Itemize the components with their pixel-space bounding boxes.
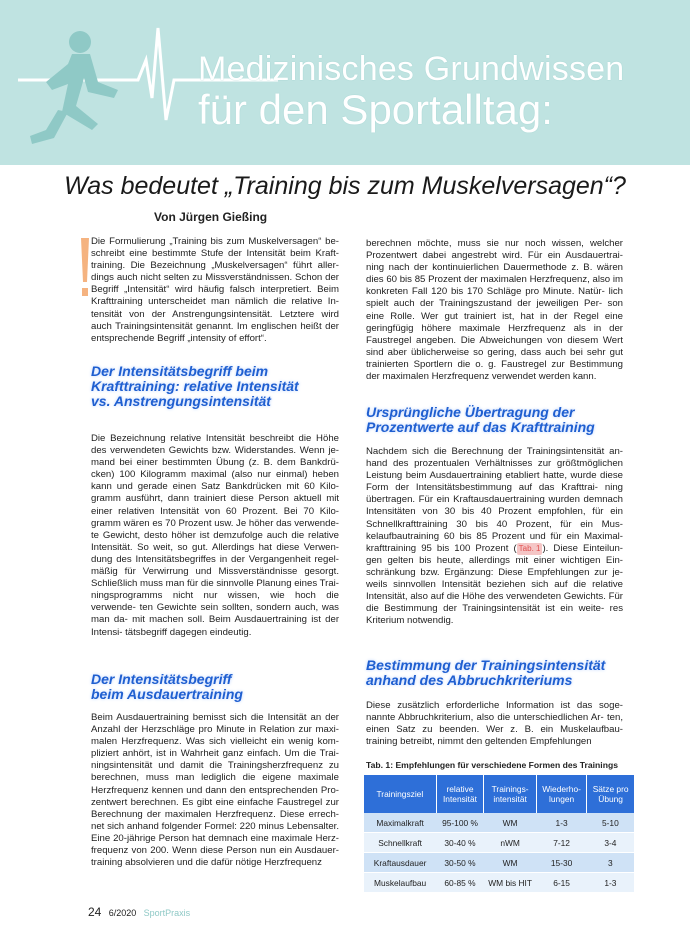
- heading-line: Der Intensitätsbegriff: [91, 671, 232, 687]
- text-line: mit machen soll. Beim Ausdauertraining ist der Intensi-: [91, 614, 340, 638]
- heading-line: Ursprüngliche Übertragung der: [366, 404, 575, 420]
- text-line: für ein Schnellkrafttraining 30 bis 40 Prozent, für ein Mus-: [366, 506, 624, 530]
- text-line: gen gelten bis heute, allerdings mit einer wichtigen Ein-: [366, 554, 623, 566]
- text-line: Krafttraining unterscheidet man nämlich die relative In-: [91, 296, 339, 308]
- text-line: ning nach der kontinuierlichen Dauermethode z. B. wären: [366, 262, 623, 274]
- text-line: weils sinnvollen Intensität beziehen sich auf die relative: [366, 579, 623, 591]
- table-header-cell: relative Intensität: [436, 775, 484, 813]
- table-caption: Tab. 1: Empfehlungen für verschiedene Formen des Trainings: [366, 760, 618, 770]
- table-cell: 3-4: [587, 833, 634, 853]
- text-line: training absolvieren und die dafür nötige Herzfrequenz: [91, 857, 322, 869]
- text-line: ning übertragen. Für ein Kraftausdauertraining wurden: [366, 482, 623, 506]
- text-line: Leistung beim Ausdauertraining etabliert hatte, wurde: [366, 470, 597, 482]
- text-line: im konkreten Fall 120 bis 170 Schläge pro Minute. Natür-: [366, 274, 624, 298]
- text-line: entsprechende Begriff „intensity of effort“.: [91, 332, 267, 344]
- table-cell: Schnellkraft: [364, 833, 436, 853]
- heading-line: Krafttraining: relative Intensität: [91, 378, 299, 394]
- heading-line: Prozentwerte auf das Krafttraining: [366, 419, 595, 435]
- table-header-cell: Sätze pro Übung: [587, 775, 634, 813]
- table-row: [364, 813, 634, 833]
- text-line: Faustregel angeben. Die Abweichungen von diesem Wert: [366, 334, 623, 346]
- right-paragraph-3: [366, 700, 623, 748]
- table-header-cell: Wiederho-lungen: [536, 775, 586, 813]
- text-line: Nachdem sich die Berechnung der Trainingsintensität an-: [366, 446, 623, 457]
- text-line: Herzfrequenz kennen und dann den entsprechenden Pro-: [91, 784, 339, 796]
- text-line: nannte Abbruchkriterium, also die unterschiedlichen Ar-: [366, 712, 604, 724]
- table-cell: 3: [587, 853, 634, 873]
- text-line: ningsintensität und damit die Trainingsherzfrequenz zu: [91, 760, 339, 772]
- text-line: Die Bezeichnung relative Intensität beschreibt die Höhe: [91, 433, 339, 444]
- right-paragraph-2: [366, 446, 623, 627]
- right-heading-2: [366, 658, 636, 688]
- text-line: der maximalen Herzfrequenz verwendet werden kann.: [366, 371, 597, 383]
- text-line: lich spielt auch der Trainingszustand der jeweiligen Per-: [366, 286, 624, 310]
- text-line: malen Herzfrequenz. Was sich vielleicht ein wenig kom-: [91, 736, 339, 748]
- table-cell: 6-15: [536, 873, 586, 893]
- issue-label: 6/2020: [108, 908, 137, 918]
- text-line: einer relativen Intensität von 60 Prozent. Bei 70 Kilo-: [91, 505, 339, 517]
- text-line: Beim Ausdauertraining bemisst sich die Intensität an der: [91, 712, 339, 723]
- text-line: geringfügig höhere maximale Herzfrequenz als in der: [366, 322, 623, 334]
- table-cell: Muskelaufbau: [364, 873, 436, 893]
- text-line: krafttraining 95 bis 100 Prozent (: [366, 542, 517, 554]
- exclamation-mark-icon: [78, 236, 92, 300]
- left-paragraph-3: [91, 712, 339, 869]
- page-footer: [88, 905, 190, 919]
- text-line: trainierten Sportlern die o. g. Faustregel zur Bestimmung: [366, 358, 623, 370]
- table-cell: 30-40 %: [436, 833, 484, 853]
- text-line: son eine Rolle. Wer gut trainiert ist, hat in der Regel eine: [366, 298, 623, 322]
- text-line: Anzahl der Herzschläge pro Minute in Relation zur maxi-: [91, 724, 339, 736]
- table-header-row: [364, 775, 634, 813]
- left-paragraph-2: [91, 433, 339, 639]
- text-line: net sich anhand folgender Formel: 220 minus Lebensalter.: [91, 820, 339, 832]
- text-line: mäßig für Verwirrung und Missverständnisse gesorgt.: [91, 566, 339, 578]
- text-line: tensität von der Anstrengungsintensität. Letztere wird: [91, 308, 339, 320]
- text-line: frequenz von 200. Wenn diese Person nun ein Ausdauer-: [91, 845, 339, 857]
- text-line: Schließlich muss man für die sinnvolle Planung eines Trai-: [91, 578, 339, 590]
- text-line: ten Gewichte sein sollten, sondern auch, was man da-: [91, 602, 339, 626]
- text-line: Die Formulierung „Training bis zum Muskelversagen“ be-: [91, 236, 339, 247]
- table-cell: WM: [484, 813, 537, 833]
- text-line: auch Trainingsintensität genannt. Im englischen heißt der: [91, 320, 339, 332]
- text-line: kelaufbautraining 60 bis 85 Prozent und für ein Maximal-: [366, 530, 623, 542]
- left-column: [91, 236, 339, 345]
- header-title-line1: Medizinisches Grundwissen: [198, 50, 625, 88]
- text-line: cken) 100 Kilogramm maximal (also nur einmal) heben: [91, 469, 339, 481]
- table-cell: 1-3: [587, 873, 634, 893]
- right-heading-1: [366, 405, 636, 435]
- text-line: Berechnung der maximalen Herzfrequenz. Diese errech-: [91, 808, 339, 820]
- table-cell: 95-100 %: [436, 813, 484, 833]
- text-line: training. Die Bezeichnung „Muskelversagen“ führt aller-: [91, 260, 339, 272]
- heading-line: Der Intensitätsbegriff beim: [91, 363, 269, 379]
- text-line: tätsbegriff dagegen eindeutig.: [125, 626, 252, 638]
- text-line: gramm wären es 70 Prozent usw. Je höher das verwende-: [91, 517, 339, 529]
- article-title: Was bedeutet „Training bis zum Muskelversagen“?: [64, 172, 626, 200]
- heading-line: anhand des Abbruchkriteriums: [366, 672, 573, 688]
- table-cell: 7-12: [536, 833, 586, 853]
- table-row: [364, 873, 634, 893]
- table-row: [364, 853, 634, 873]
- text-line: berechnen möchte, muss sie nur noch wissen, welcher: [366, 238, 623, 249]
- text-line: sind aber üblicherweise so gering, dass auch bei sehr gut: [366, 346, 623, 358]
- text-line: zentwert berechnen. Es gibt eine einfache Faustregel zur: [91, 796, 339, 808]
- table-cell: 5-10: [587, 813, 634, 833]
- magazine-name: SportPraxis: [143, 908, 191, 918]
- text-line: Diese zusätzlich erforderliche Information ist das soge-: [366, 700, 623, 711]
- table-reference-link[interactable]: Tab. 1: [517, 543, 543, 555]
- text-line: ningsprogramms nicht nur wissen, wie hoch die verwende-: [91, 590, 339, 614]
- text-line: ten, einen Satz zu beenden. Wer z. B. ein Muskelaufbau-: [366, 712, 623, 736]
- table-cell: WM bis HIT: [484, 873, 537, 893]
- text-line: Intensität. So weit, so gut. Allerdings hat diese Verwen-: [91, 541, 339, 553]
- table-header-cell: Trainingsziel: [364, 775, 436, 813]
- text-line: Eine 20-jährige Person hat demnach eine maximale Herz-: [91, 832, 339, 844]
- text-line: schreibt eine bestimmte Stufe der Intensität beim Kraft-: [91, 248, 339, 260]
- table-cell: 30-50 %: [436, 853, 484, 873]
- table-row: [364, 833, 634, 853]
- text-line: ). Diese Einteilun-: [542, 542, 623, 554]
- table-header-cell: Trainings-intensität: [484, 775, 537, 813]
- text-line: dings auch nicht selten zu Missverständnissen. Schon der: [91, 272, 339, 284]
- text-line: Prozentwert dabei angestrebt wird. Für ein Ausdauertrai-: [366, 250, 623, 262]
- text-line: gramm ausführt, dann trainiert diese Person aktuell mit: [91, 493, 339, 505]
- text-line: berechnen, muss man lediglich die eigene maximale: [91, 772, 339, 784]
- text-line: Für die Bestimmung der Trainingsintensität ist ein weite-: [366, 591, 623, 615]
- text-line: dies 60 bis 85 Prozent der maximalen Herzfrequenz, also: [366, 274, 611, 286]
- text-line: Intensität, also auf die Höhe des verwendeten Gewichts.: [366, 591, 606, 603]
- text-line: res Kriterium notwendig.: [366, 603, 623, 627]
- text-line: diese Form der Intensitätsbestimmung auf das Krafttrai-: [366, 470, 623, 494]
- text-line: training betreibt, nimmt den geltenden Empfehlungen: [366, 736, 592, 748]
- heading-line: vs. Anstrengungsintensität: [91, 393, 271, 409]
- table-cell: 1-3: [536, 813, 586, 833]
- table-cell: 15-30: [536, 853, 586, 873]
- left-heading-1: [91, 364, 351, 409]
- left-paragraph-1: [91, 236, 339, 345]
- page-number: 24: [88, 905, 102, 919]
- author-byline: Von Jürgen Gießing: [154, 210, 268, 224]
- text-line: hand des prozentualen Verhältnisses zur größtmöglichen: [366, 458, 623, 470]
- text-line: schränkung bzw. Ergänzung: Diese Empfehlungen zur je-: [366, 566, 623, 578]
- table-cell: WM: [484, 853, 537, 873]
- table-cell: 60-85 %: [436, 873, 484, 893]
- text-line: Begriff „Intensität“ wird häufig falsch interpretiert. Beim: [91, 284, 339, 296]
- heading-line: beim Ausdauertraining: [91, 686, 243, 702]
- header-title-line2: für den Sportalltag:: [198, 86, 553, 133]
- text-line: kann und gerade einen Satz Bankdrücken mit 60 Kilo-: [91, 481, 339, 493]
- left-heading-2: [91, 672, 351, 702]
- header-banner: [0, 0, 690, 165]
- text-line: te Gewicht, desto höher ist demzufolge auch die relative: [91, 529, 339, 541]
- text-line: des verwendeten Gewichts bzw. Widerstandes. Wenn je-: [91, 445, 339, 457]
- text-line: dung des Intensitätsbegriffes in der Vergangenheit regel-: [91, 553, 339, 565]
- table-cell: Maximalkraft: [364, 813, 436, 833]
- heading-line: Bestimmung der Trainingsintensität: [366, 657, 606, 673]
- table-cell: nWM: [484, 833, 537, 853]
- text-line: pliziert anhört, ist in Wahrheit ganz einfach. Um die Trai-: [91, 748, 339, 760]
- right-paragraph-1: [366, 238, 623, 383]
- recommendations-table: [364, 775, 634, 893]
- text-line: mand bei einer bestimmten Übung (z. B. dem Bankdrü-: [91, 457, 339, 469]
- table-cell: Kraftausdauer: [364, 853, 436, 873]
- text-line: demnach Intensitäten von 30 bis 40 Prozent empfohlen,: [366, 494, 624, 518]
